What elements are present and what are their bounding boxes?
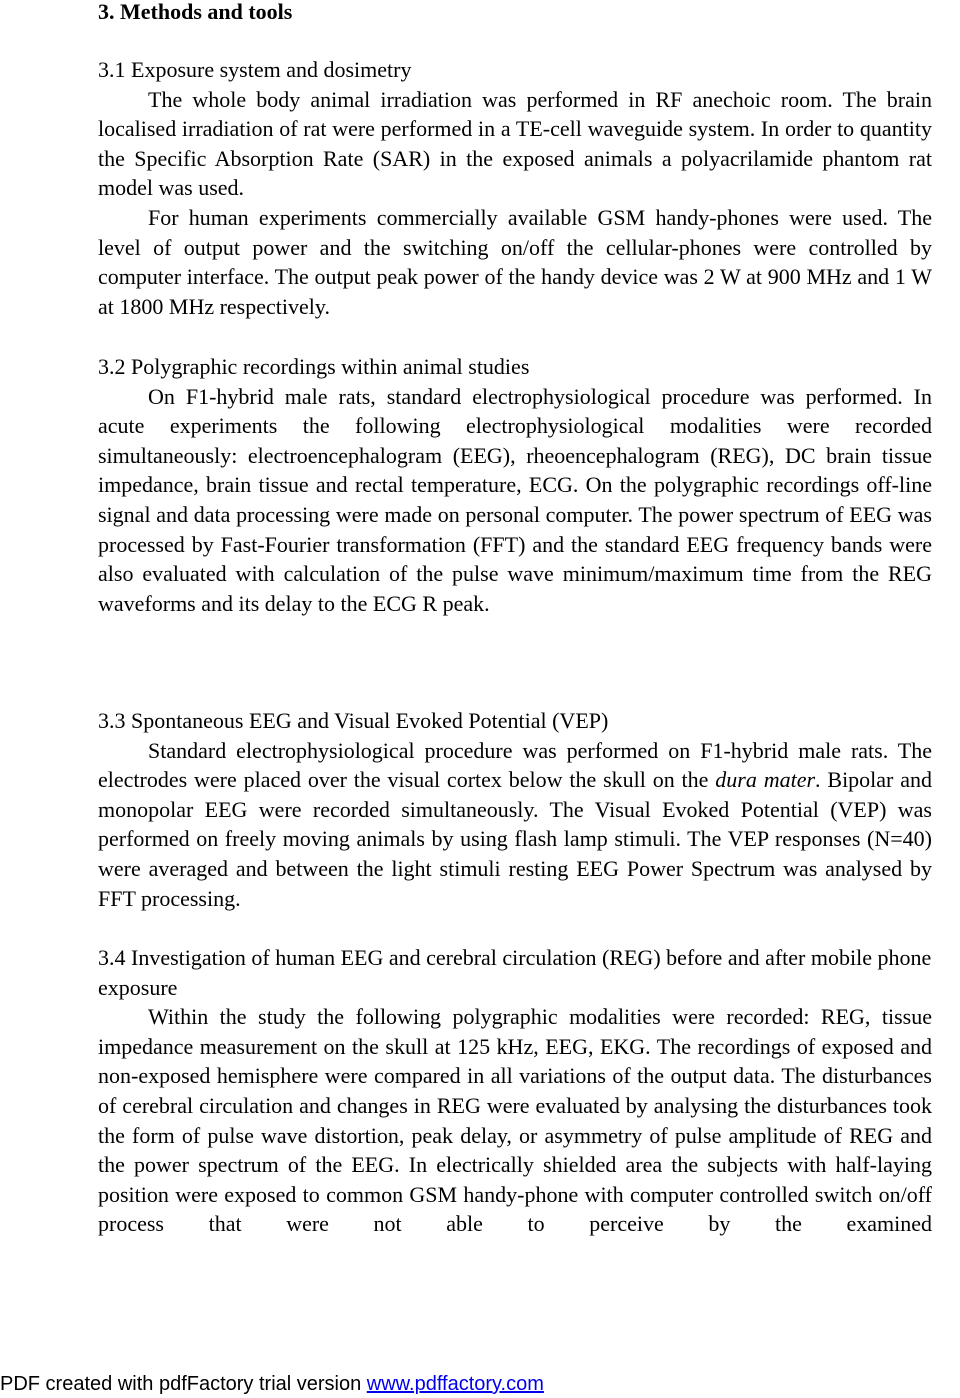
paragraph (98, 736, 932, 914)
paragraph: On F1-hybrid male rats, standard electrophysiological procedure was performed. In acute experiments the following electrophysiological modalities were recorded simultaneously: electroencephalogram (EEG), rheoencephalogram (REG), DC brain tissue impedance, brain tissue and rectal temperature, ECG. On the polygraphic recordings off-line signal and data processing were made on personal computer. The power spectrum of EEG was processed by Fast-Fourier transformation (FFT) and the standard EEG frequency bands were also evaluated with calculation of the pulse wave minimum/maximum time from the REG waveforms and its delay to the ECG R peak. (98, 383, 932, 616)
section-title: 3.1 Exposure system and dosimetry (98, 57, 412, 82)
paragraph: The whole body animal irradiation was performed in RF anechoic room. The brain localised irradiation of rat were performed in a TE-cell waveguide system. In order to quantity the Specific Absorption Rate (SAR) in the exposed animals a polyacrilamide phantom rat model was used. (98, 86, 932, 201)
section-3-1 (98, 55, 932, 321)
italic-term: dura mater (715, 767, 816, 793)
section-heading: 3. Methods and tools (98, 0, 293, 24)
section-3-2 (98, 352, 932, 618)
paragraph: Within the study the following polygraphic modalities were recorded: REG, tissue impedance measurement on the skull at 125 kHz, EEG, EKG. The recordings of exposed and non-exposed hemisphere were compared in all variations of the output data. The disturbances of cerebral circulation and changes in REG were evaluated by analysing the disturbances took the form of pulse wave distortion, peak delay, or asymmetry of pulse amplitude of REG and the power spectrum of the EEG. In electrically shielded area the subjects with half-laying position were exposed to common GSM handy-phone with computer controlled switch on/off process that were not able to perceive by the examined (98, 1004, 932, 1237)
paragraph-text: . Bipolar and monopolar EEG were recorded simultaneously. The Visual Evoked Potential (VEP) was performed on freely moving animals by using flash lamp stimuli. The VEP responses (N=40) were averaged and between the light stimuli resting EEG Power Spectrum was analysed by FFT processing. (98, 767, 932, 911)
section-title: 3.4 Investigation of human EEG and cerebral circulation (REG) before and after mobile phone exposure (98, 945, 932, 1000)
section-title: 3.2 Polygraphic recordings within animal studies (98, 354, 530, 379)
pdf-footer (0, 1372, 544, 1396)
footer-link[interactable]: www.pdffactory.com (366, 1373, 544, 1395)
section-3-3 (98, 706, 932, 913)
section-3-4 (98, 943, 932, 1239)
section-title: 3.3 Spontaneous EEG and Visual Evoked Potential (VEP) (98, 708, 609, 733)
paragraph-text: Standard electrophysiological procedure was performed on F1-hybrid male rats. The electrodes were placed over the visual cortex below the skull on the (98, 737, 932, 793)
paragraph: For human experiments commercially available GSM handy-phones were used. The level of output power and the switching on/off the cellular-phones were controlled by computer interface. The output peak power of the handy device was 2 W at 900 MHz and 1 W at 1800 MHz respectively. (98, 204, 932, 319)
footer-text: PDF created with pdfFactory trial version (0, 1373, 367, 1395)
